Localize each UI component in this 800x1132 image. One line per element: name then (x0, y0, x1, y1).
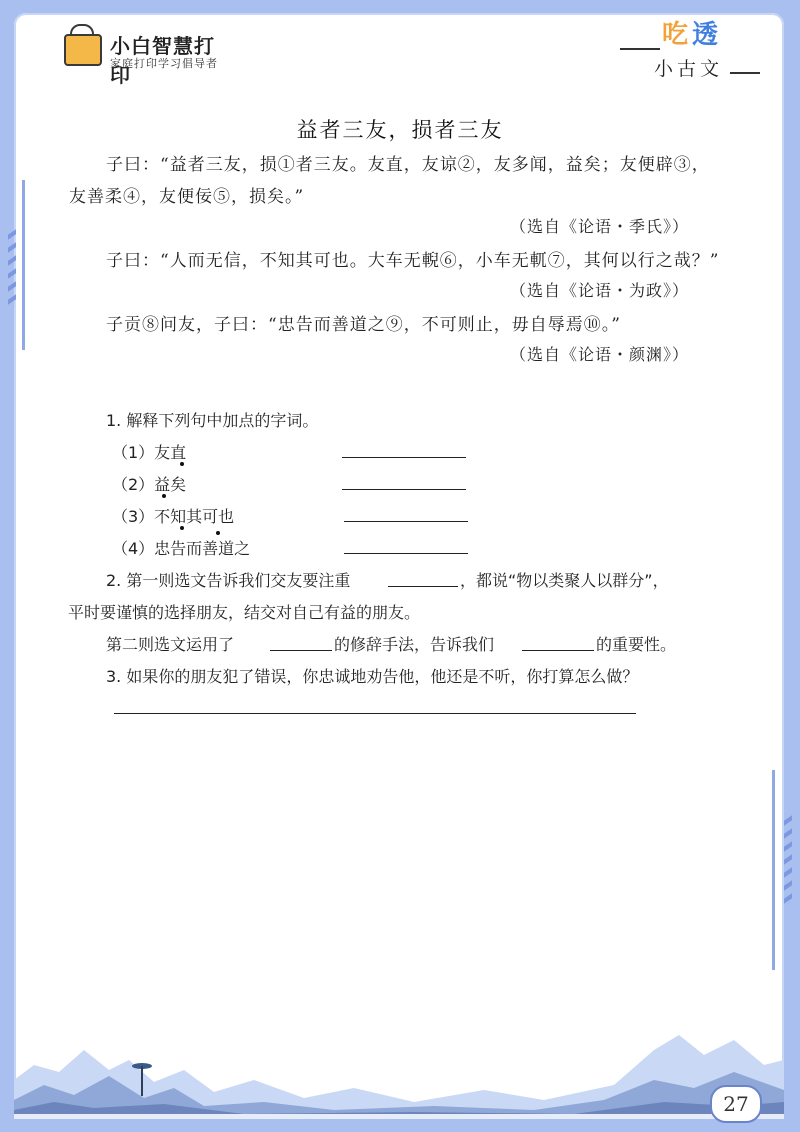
brand-slogan: 家庭打印学习倡导者 (110, 57, 218, 70)
emphasis-dot (162, 494, 166, 498)
question-2-part-e: 的修辞手法，告诉我们 (334, 635, 495, 654)
question-2-part-c: 平时要谨慎的选择朋友，结交对自己有益的朋友。 (68, 603, 421, 622)
page-title: 益者三友，损者三友 (296, 118, 504, 142)
passage-3-source: （选自《论语・颜渊》） (510, 345, 690, 364)
answer-blank-3[interactable] (344, 521, 468, 522)
passage-1-line-1: 子曰：“益者三友，损①者三友。友直，友谅②，友多闻，益矣；友便辟③， (106, 155, 710, 175)
answer-blank-5[interactable] (388, 586, 458, 587)
question-2-part-f: 的重要性。 (596, 635, 677, 654)
emphasis-dot (180, 526, 184, 530)
emphasis-dot (216, 531, 220, 535)
passage-2-source: （选自《论语・为政》） (510, 281, 690, 300)
answer-blank-6[interactable] (270, 650, 332, 651)
frame-left-bar (22, 180, 25, 350)
q1-item-1: （1）友直 (112, 443, 187, 462)
mountain-landscape-illustration (14, 1010, 784, 1119)
question-3: 3. 如果你的朋友犯了错误，你忠诚地劝告他，他还是不听，你打算怎么做？ (106, 667, 639, 686)
emphasis-dot (180, 462, 184, 466)
answer-blank-1[interactable] (342, 457, 466, 458)
passage-1-source: （选自《论语・季氏》） (510, 217, 690, 236)
question-2-part-d: 第二则选文运用了 (106, 635, 235, 654)
series-badge (620, 10, 770, 85)
worksheet-page (14, 13, 784, 1119)
q1-item-4: （4）忠告而善道之 (112, 539, 251, 558)
passage-3-line-1: 子贡⑧问友，子曰：“忠告而善道之⑨，不可则止，毋自辱焉⑩。” (106, 315, 621, 335)
frame-right-bar (772, 770, 775, 970)
q1-item-2: （2）益矣 (112, 475, 187, 494)
answer-blank-4[interactable] (344, 553, 468, 554)
brand-name: 小白智慧打印 (110, 34, 215, 87)
question-2-part-a: 2. 第一则选文告诉我们交友要注重 (106, 571, 351, 590)
passage-2-line-1: 子曰：“人而无信，不知其可也。大车无輗⑥，小车无軏⑦，其何以行之哉？” (106, 251, 720, 271)
series-char-1: 吃 (662, 20, 689, 50)
answer-blank-2[interactable] (342, 489, 466, 490)
answer-blank-8[interactable] (114, 713, 636, 714)
brand-logo (64, 28, 234, 87)
page-number: 27 (710, 1085, 762, 1123)
series-char-2: 透 (692, 20, 719, 50)
passage-1-line-2: 友善柔④，友便佞⑤，损矣。” (69, 187, 305, 207)
question-1: 1. 解释下列句中加点的字词。 (106, 411, 319, 430)
question-2-part-b: ，都说“物以类聚人以群分”， (460, 571, 669, 590)
cloud-ornament (620, 48, 660, 50)
answer-blank-7[interactable] (522, 650, 594, 651)
q1-item-3: （3）不知其可也 (112, 507, 235, 526)
series-subtitle: 小古文 (654, 58, 724, 80)
